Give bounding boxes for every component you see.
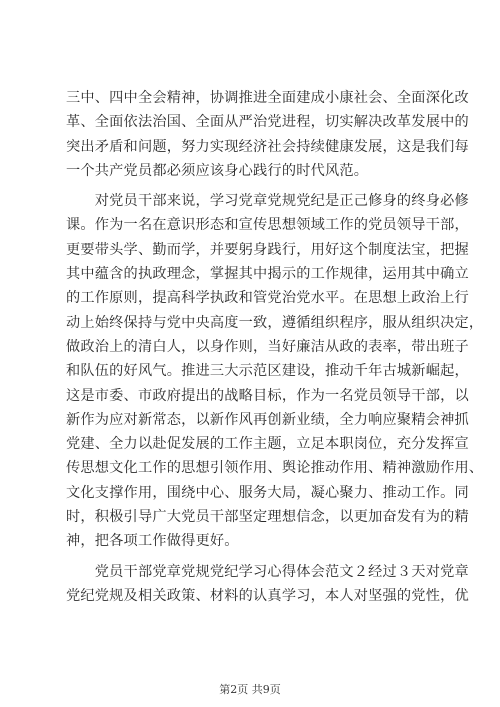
text-line: 党建、全力以赴促发展的工作主题，立足本职岗位，充分发挥宣 (66, 436, 469, 453)
paragraph-3 (66, 560, 469, 609)
text-line: 做政治上的清白人，以身作则，当好廉洁从政的表率，带出班子 (66, 338, 469, 355)
text-line: 对党员干部来说，学习党章党规党纪是正己修身的终身必修 (66, 193, 469, 210)
text-line: 文化支撑作用，围绕中心、服务大局，凝心聚力、推动工作。同 (66, 484, 469, 501)
text-line: 的工作原则，提高科学执政和管党治党水平。在思想上政治上行 (66, 290, 469, 307)
text-line: 更要带头学、勤而学，并要躬身践行，用好这个制度法宝，把握 (66, 241, 469, 258)
document-body (66, 86, 484, 608)
text-line: 党员干部党章党规党纪学习心得体会范文２经过３天对党章 (66, 563, 469, 580)
text-line: 课。作为一名在意识形态和宣传思想领域工作的党员领导干部， (66, 217, 469, 234)
text-line: 一个共产党员都必须应该身心践行的时代风范。 (66, 162, 369, 179)
text-line: 动上始终保持与党中央高度一致，遵循组织程序，服从组织决定， (66, 314, 484, 331)
text-line: 三中、四中全会精神，协调推进全面建成小康社会、全面深化改 (66, 90, 469, 106)
paragraph-2 (66, 189, 484, 553)
text-line: 神，把各项工作做得更好。 (66, 533, 239, 550)
text-line: 其中蕴含的执政理念，掌握其中揭示的工作规律，运用其中确立 (66, 266, 469, 283)
page-footer: 第2页 共9页 (219, 683, 281, 696)
text-line: 和队伍的好风气。推进三大示范区建设，推动千年古城新崛起， (66, 363, 469, 380)
text-line: 时，积极引导广大党员干部坚定理想信念，以更加奋发有为的精 (66, 509, 469, 526)
paragraph-1 (66, 86, 469, 183)
text-line: 党纪党规及相关政策、材料的认真学习，本人对坚强的党性，优 (66, 587, 469, 604)
text-line: 这是市委、市政府提出的战略目标，作为一名党员领导干部，以 (66, 387, 469, 404)
text-line: 传思想文化工作的思想引领作用、舆论推动作用、精神激励作用、 (66, 460, 484, 477)
text-line: 革、全面依法治国、全面从严治党进程，切实解决改革发展中的 (66, 114, 469, 131)
text-line: 突出矛盾和问题，努力实现经济社会持续健康发展，这是我们每 (66, 138, 469, 155)
text-line: 新作为应对新常态，以新作风再创新业绩，全力响应聚精会神抓 (66, 411, 469, 428)
